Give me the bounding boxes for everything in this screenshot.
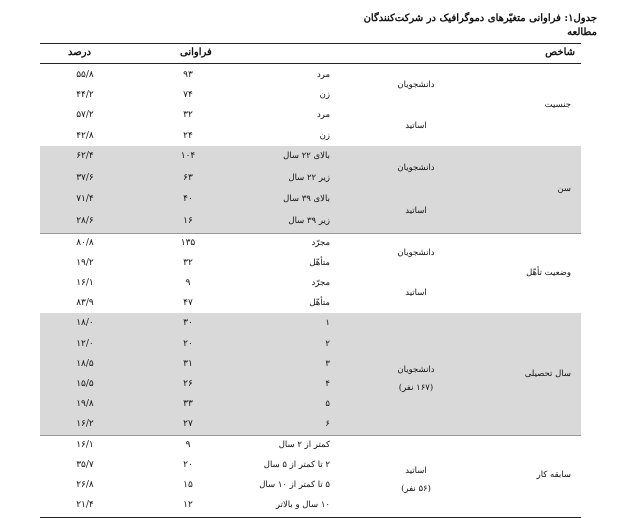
group-name: دانشجویان — [397, 162, 435, 173]
group-name: اساتید — [405, 288, 427, 299]
row-frequency: ۲۴ — [183, 130, 193, 141]
row-frequency: ۴۷ — [183, 298, 193, 309]
group-label — [381, 120, 451, 132]
row-percent: ۱۶/۱ — [76, 278, 94, 288]
row-frequency: ۲۶ — [183, 379, 193, 389]
row-percent: ۵۷/۲ — [76, 110, 94, 121]
row-item: ۵ — [325, 399, 330, 410]
row-item: ۲ — [325, 338, 330, 349]
group-label — [381, 162, 451, 174]
row-percent: ۱۸/۵ — [76, 358, 94, 369]
row-item: بالای ۳۹ سال — [283, 194, 330, 205]
row-item: زن — [319, 130, 330, 141]
row-item: زیر ۲۲ سال — [288, 173, 330, 183]
row-frequency: ۱۵ — [183, 480, 193, 490]
table-top-rule — [40, 43, 581, 44]
row-percent: ۱۵/۵ — [76, 379, 94, 389]
row-item: متأهّل — [309, 257, 330, 268]
row-item: ۱۰ سال و بالاتر — [275, 500, 330, 511]
section-divider — [40, 435, 581, 436]
caption-line-1: جدول۱: فراوانی متغیّرهای دموگرافیک در شرکت‌کنندگان — [363, 13, 597, 24]
header-percent: درصد — [68, 47, 92, 58]
group-name: دانشجویان — [397, 247, 435, 258]
row-item: ۶ — [325, 419, 330, 430]
section-label: سابقه کار — [536, 470, 571, 480]
row-frequency: ۴۰ — [183, 194, 193, 205]
group-name: اساتید — [405, 120, 427, 131]
group-name: دانشجویان — [397, 80, 435, 91]
group-label — [381, 287, 451, 299]
group-count: (۱۶۷ نفر) — [398, 383, 434, 393]
row-frequency: ۲۰ — [183, 459, 193, 470]
section-label: جنسیت — [544, 100, 571, 111]
row-frequency: ۹۳ — [183, 70, 193, 80]
group-name: اساتید — [405, 466, 427, 476]
row-item: مجرّد — [311, 237, 330, 248]
row-percent: ۴۲/۸ — [76, 130, 94, 141]
row-percent: ۴۴/۲ — [76, 90, 94, 101]
header-frequency: فراوانی — [180, 47, 212, 58]
row-percent: ۸۰/۸ — [76, 237, 94, 248]
row-frequency: ۳۳ — [183, 399, 193, 410]
row-percent: ۵۵/۸ — [76, 70, 94, 80]
table-caption — [37, 12, 597, 40]
row-frequency: ۷۴ — [183, 90, 193, 101]
row-frequency: ۲۰ — [183, 338, 193, 349]
row-frequency: ۳۱ — [183, 358, 193, 369]
row-frequency: ۱۳۵ — [180, 237, 196, 248]
row-item: کمتر از ۲ سال — [278, 439, 330, 450]
section-divider — [40, 233, 581, 234]
row-item: مرد — [316, 110, 330, 121]
row-percent: ۱۶/۲ — [76, 419, 94, 430]
row-item: مرد — [316, 70, 330, 80]
row-item: ۳ — [325, 358, 330, 369]
row-frequency: ۳۰ — [183, 318, 193, 329]
row-frequency: ۲۷ — [183, 419, 193, 430]
row-percent: ۱۹/۸ — [76, 399, 94, 410]
row-percent: ۱۹/۲ — [76, 257, 94, 268]
row-percent: ۸۳/۹ — [76, 298, 94, 309]
row-percent: ۲۸/۶ — [76, 216, 94, 227]
row-item: ۵ تا کمتر از ۱۰ سال — [259, 480, 330, 490]
row-item: زیر ۳۹ سال — [288, 216, 330, 227]
row-item: بالای ۲۲ سال — [283, 150, 330, 161]
demographics-table — [40, 43, 581, 511]
group-name: اساتید — [405, 205, 427, 216]
group-count: (۵۶ نفر) — [401, 484, 431, 494]
section-label: سال تحصیلی — [524, 369, 571, 379]
row-item: متأهّل — [309, 298, 330, 309]
row-frequency: ۳۲ — [183, 257, 193, 268]
row-percent: ۶۲/۴ — [76, 150, 94, 161]
row-frequency: ۱۲ — [183, 500, 193, 511]
row-item: ۴ — [325, 379, 330, 389]
group-label — [381, 79, 451, 91]
row-frequency: ۱۶ — [183, 216, 193, 227]
row-percent: ۱۲/۰ — [76, 338, 94, 349]
row-item: زن — [319, 90, 330, 101]
group-name: دانشجویان — [397, 365, 435, 375]
row-item: ۲ تا کمتر از ۵ سال — [263, 459, 330, 470]
row-percent: ۲۶/۸ — [76, 480, 94, 490]
group-label — [381, 205, 451, 217]
row-percent: ۲۱/۴ — [76, 500, 94, 511]
row-frequency: ۹ — [185, 278, 191, 288]
group-label — [381, 465, 451, 495]
group-label — [381, 247, 451, 259]
group-label — [381, 364, 451, 394]
row-frequency: ۱۰۴ — [180, 150, 196, 161]
row-percent: ۷۱/۴ — [76, 194, 94, 205]
section-shading — [40, 313, 581, 434]
row-percent: ۱۸/۰ — [76, 318, 94, 329]
row-percent: ۳۵/۷ — [76, 459, 94, 470]
row-frequency: ۹ — [185, 439, 191, 450]
header-bottom-rule — [40, 63, 581, 64]
row-item: ۱ — [325, 318, 330, 329]
row-percent: ۱۶/۱ — [76, 439, 94, 450]
row-frequency: ۳۲ — [183, 110, 193, 121]
row-frequency: ۶۳ — [183, 173, 193, 183]
row-percent: ۳۷/۶ — [76, 173, 94, 183]
row-item: مجرّد — [311, 278, 330, 288]
section-label: سن — [557, 184, 571, 195]
section-label: وضعیت تأهّل — [526, 268, 571, 278]
caption-line-2: مطالعه — [567, 27, 597, 38]
header-index: شاخص — [545, 47, 575, 58]
